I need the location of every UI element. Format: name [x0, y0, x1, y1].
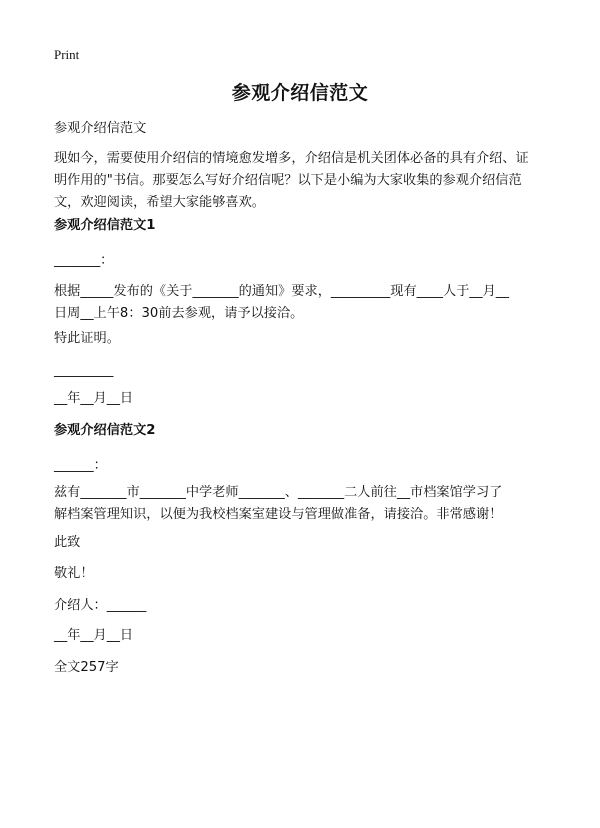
section2-date: __年__月__日	[54, 628, 134, 643]
section2-salutation: ______：	[54, 458, 107, 473]
subtitle: 参观介绍信范文	[54, 121, 147, 136]
print-link[interactable]: Print	[54, 47, 80, 62]
section1-signature: _________	[54, 363, 114, 378]
section1-date: __年__月__日	[54, 391, 134, 406]
intro-line-2: 明作用的"书信。那要怎么写好介绍信呢？以下是小编为大家收集的参观介绍信范	[54, 173, 522, 188]
section2-body-line-2: 解档案管理知识，以便为我校档案室建设与管理做准备，请接洽。非常感谢！	[54, 507, 503, 522]
section2-closing-1: 此致	[54, 535, 81, 550]
section2-introducer: 介绍人：______	[54, 598, 147, 613]
section2-heading: 参观介绍信范文2	[54, 423, 156, 438]
intro-line-3: 文，欢迎阅读，希望大家能够喜欢。	[54, 195, 265, 210]
intro-line-1: 现如今，需要使用介绍信的情境愈发增多，介绍信是机关团体必备的具有介绍、证	[54, 151, 529, 166]
section2-body-line-1: 兹有_______市_______中学老师_______、_______二人前往__市档案馆学习了	[54, 485, 503, 500]
section1-body-line-2: 日周__上午8：30前去参观，请予以接洽。	[54, 306, 304, 321]
section1-heading: 参观介绍信范文1	[54, 218, 156, 233]
section1-body-line-1: 根据_____发布的《关于_______的通知》要求，_________现有____人于__月__	[54, 284, 509, 299]
page-title: 参观介绍信范文	[231, 82, 369, 104]
section1-salutation: _______：	[54, 253, 114, 268]
section2-closing-2: 敬礼！	[54, 566, 94, 581]
section1-proof: 特此证明。	[54, 331, 120, 346]
word-count: 全文257字	[54, 660, 119, 675]
